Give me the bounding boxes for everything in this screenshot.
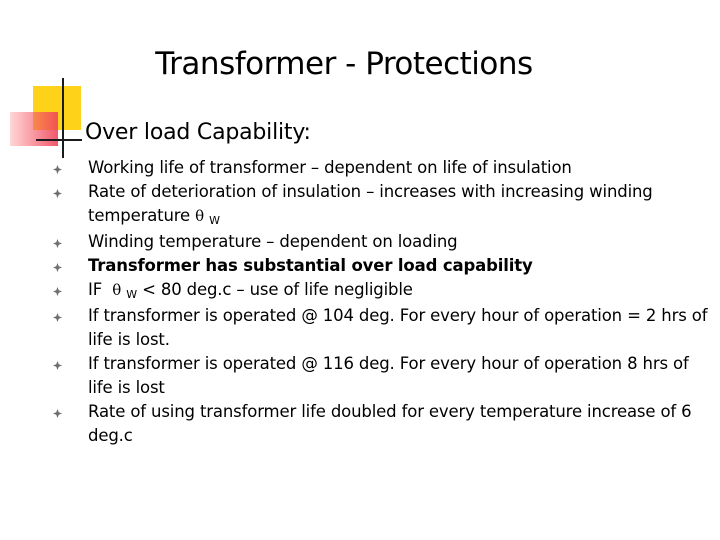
bullet-prefix: IF [88, 280, 113, 299]
list-item [52, 278, 712, 304]
diamond-bullet-icon [53, 189, 62, 198]
list-item [52, 230, 712, 254]
bullet-text: Working life of transformer – dependent on life of insulation [88, 158, 572, 177]
subscript: W [126, 288, 137, 301]
list-item [52, 400, 712, 448]
bullet-text: If transformer is operated @ 116 deg. For every hour of operation 8 hrs of life is lost [88, 354, 689, 397]
list-item [52, 254, 712, 278]
list-item [52, 180, 712, 230]
slide-title: Transformer - Protections [155, 46, 533, 82]
theta-symbol: θ [195, 207, 205, 225]
list-item [52, 156, 712, 180]
diamond-bullet-icon [53, 287, 62, 296]
bullet-text: Rate of using transformer life doubled for every temperature increase of 6 deg.c [88, 402, 692, 445]
bullet-text: Rate of deterioration of insulation – increases with increasing winding temperature [88, 182, 653, 225]
decorative-horizontal-line [36, 139, 82, 141]
subscript: W [209, 214, 220, 227]
section-heading: Over load Capability: [85, 120, 311, 145]
diamond-bullet-icon [53, 313, 62, 322]
diamond-bullet-icon [53, 165, 62, 174]
diamond-bullet-icon [53, 409, 62, 418]
diamond-bullet-icon [53, 263, 62, 272]
diamond-bullet-icon [53, 239, 62, 248]
decorative-vertical-line [62, 78, 64, 158]
diamond-bullet-icon [53, 361, 62, 370]
bullet-text: Transformer has substantial over load capability [88, 256, 533, 275]
bullet-suffix: < 80 deg.c – use of life negligible [136, 280, 413, 299]
list-item [52, 352, 712, 400]
bullet-text: If transformer is operated @ 104 deg. For every hour of operation = 2 hrs of life is lost. [88, 306, 708, 349]
bullet-list [52, 156, 712, 448]
list-item [52, 304, 712, 352]
bullet-text: Winding temperature – dependent on loading [88, 232, 458, 251]
theta-symbol: θ [112, 281, 122, 299]
